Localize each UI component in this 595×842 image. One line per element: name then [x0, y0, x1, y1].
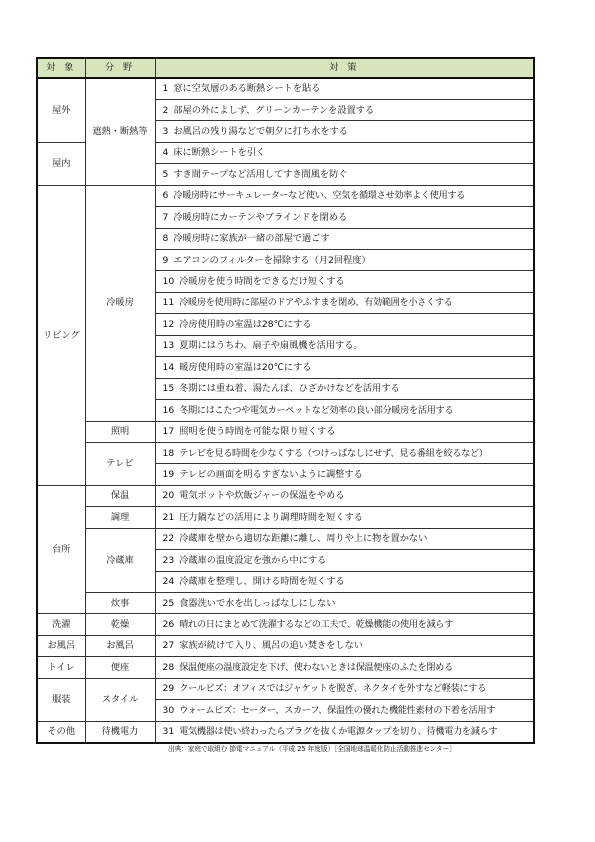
measure-cell: [155, 593, 534, 614]
measure-text: 電気ポットや炊飯ジャーの保温をやめる: [179, 490, 345, 502]
header-field: 分 野: [85, 58, 155, 78]
measure-cell: [155, 78, 534, 99]
measure-cell: [155, 507, 534, 528]
field-cell: 乾燥: [85, 614, 155, 635]
field-cell: お風呂: [85, 635, 155, 656]
measure-number: 20: [162, 490, 175, 502]
table-header-row: [37, 58, 534, 78]
measure-cell: [155, 378, 534, 399]
table-row: [37, 614, 534, 635]
measure-cell: [155, 250, 534, 271]
measure-text: テレビを見る時間を少なくする（つけっぱなしにせず、見る番組を絞るなど）: [179, 447, 488, 459]
table-row: [37, 185, 534, 206]
measure-text: 電気機器は使い終わったらプラグを抜くか電源タップを切り、待機電力を減らす: [179, 725, 498, 737]
field-cell: 遮熱・断熱等: [85, 78, 155, 185]
measure-cell: [155, 185, 534, 206]
measure-number: 11: [162, 297, 175, 309]
measure-number: 3: [162, 125, 169, 137]
target-cell: トイレ: [37, 657, 85, 678]
measure-cell: [155, 271, 534, 292]
table-row: [37, 721, 534, 742]
measure-number: 30: [162, 704, 175, 716]
header-target: 対 象: [37, 58, 85, 78]
measure-text: 冷房使用時の室温は28℃にする: [179, 318, 312, 330]
table-row: [37, 678, 534, 699]
measure-text: 暖房使用時の室温は20℃にする: [179, 361, 312, 373]
measure-cell: [155, 99, 534, 120]
measure-number: 21: [162, 511, 175, 523]
measure-text: 部屋の外によしず、グリーンカーテンを設置する: [173, 104, 375, 116]
measure-cell: [155, 357, 534, 378]
table-row: [37, 442, 534, 463]
target-cell: お風呂: [37, 635, 85, 656]
measure-cell: [155, 485, 534, 506]
measure-number: 14: [162, 361, 175, 373]
measure-cell: [155, 464, 534, 485]
field-cell: 調理: [85, 507, 155, 528]
measure-number: 2: [162, 104, 169, 116]
measure-number: 27: [162, 640, 175, 652]
measure-number: 7: [162, 211, 169, 223]
field-cell: 照明: [85, 421, 155, 442]
measure-cell: [155, 292, 534, 313]
header-measure: 対 策: [155, 58, 534, 78]
measure-cell: [155, 421, 534, 442]
table-row: [37, 657, 534, 678]
measure-cell: [155, 228, 534, 249]
measure-text: 冷暖房を使う時間をできるだけ短くする: [179, 276, 345, 288]
measure-cell: [155, 721, 534, 742]
field-cell: 便座: [85, 657, 155, 678]
table-row: [37, 507, 534, 528]
measure-cell: [155, 528, 534, 549]
measure-number: 31: [162, 725, 175, 737]
measure-cell: [155, 442, 534, 463]
measure-text: 冷蔵庫を壁から適切な距離に離し、周りや上に物を置かない: [179, 533, 428, 545]
field-cell: 待機電力: [85, 721, 155, 742]
measure-cell: [155, 657, 534, 678]
measure-number: 22: [162, 533, 175, 545]
measure-cell: [155, 678, 534, 699]
measure-number: 29: [162, 683, 175, 695]
field-cell: テレビ: [85, 442, 155, 485]
measure-number: 23: [162, 554, 175, 566]
measure-number: 10: [162, 276, 175, 288]
table-row: [37, 421, 534, 442]
target-cell: 服装: [37, 678, 85, 721]
measure-cell: [155, 142, 534, 163]
measure-text: 圧力鍋などの活用により調理時間を短くする: [179, 511, 363, 523]
measure-cell: [155, 400, 534, 421]
measure-text: 冷蔵庫を整理し、開ける時間を短くする: [179, 576, 345, 588]
target-cell: その他: [37, 721, 85, 742]
measure-number: 5: [162, 168, 169, 180]
field-cell: 保温: [85, 485, 155, 506]
field-cell: 炊事: [85, 593, 155, 614]
field-cell: 冷暖房: [85, 185, 155, 421]
measure-text: 冷暖房時にカーテンやブラインドを閉める: [173, 211, 348, 223]
measure-number: 1: [162, 83, 169, 95]
measure-number: 15: [162, 383, 175, 395]
measure-number: 17: [162, 426, 175, 438]
measure-number: 13: [162, 340, 175, 352]
measure-text: 冷暖房時にサーキュレーターなど使い、空気を循環させ効率よく使用する: [173, 190, 465, 202]
measure-number: 18: [162, 447, 175, 459]
measure-cell: [155, 614, 534, 635]
measure-number: 6: [162, 190, 169, 202]
source-note: 出典：家庭で取組む 節電マニュアル（平成 25 年度版）［全国地球温暖化防止活動推進センター］: [168, 745, 456, 753]
measure-cell: [155, 314, 534, 335]
measure-text: テレビの画面を明るすぎないように調整する: [179, 468, 363, 480]
measure-text: 冬期にはこたつや電気カーペットなど効率の良い部分暖房を活用する: [179, 404, 454, 416]
measure-number: 8: [162, 233, 169, 245]
measure-text: 食器洗いで水を出しっぱなしにしない: [179, 597, 336, 609]
table-row: [37, 485, 534, 506]
measure-text: 冬期には重ね着、湯たんぽ、ひざかけなどを活用する: [179, 383, 400, 395]
measure-text: 冷暖房時に家族が一緒の部屋で過ごす: [173, 233, 330, 245]
target-cell: 台所: [37, 485, 85, 614]
measure-cell: [155, 700, 534, 721]
measure-number: 26: [162, 619, 175, 631]
measure-text: エアコンのフィルターを掃除する（月2回程度）: [173, 254, 371, 266]
measure-number: 28: [162, 661, 175, 673]
measure-number: 25: [162, 597, 175, 609]
table-row: [37, 635, 534, 656]
measure-cell: [155, 164, 534, 185]
measure-number: 12: [162, 318, 175, 330]
measure-text: ウォームビズ：セーター、スカーフ、保温性の優れた機能性素材の下着を活用す: [179, 704, 496, 716]
measure-text: クールビズ：オフィスではジャケットを脱ぎ、ネクタイを外すなど軽装にする: [179, 683, 486, 695]
measure-number: 9: [162, 254, 169, 266]
measure-text: 照明を使う時間を可能な限り短くする: [179, 426, 336, 438]
measure-text: すき間テープなど活用してすき間風を防ぐ: [173, 168, 348, 180]
target-cell: 屋外: [37, 78, 85, 142]
target-cell: リビング: [37, 185, 85, 485]
measure-cell: [155, 121, 534, 142]
target-cell: 屋内: [37, 142, 85, 185]
measure-text: 床に断熱シートを引く: [173, 147, 266, 159]
table-row: [37, 528, 534, 549]
measure-number: 4: [162, 147, 169, 159]
measure-text: 家族が続けて入り、風呂の追い焚きをしない: [179, 640, 363, 652]
table-row: [37, 78, 534, 99]
measure-text: 冷蔵庫の温度設定を強から中にする: [179, 554, 327, 566]
measure-cell: [155, 207, 534, 228]
energy-saving-measures-table: [36, 57, 535, 744]
measure-text: 保温便座の温度設定を下げ、使わないときは保温便座のふたを閉める: [179, 661, 453, 673]
measure-text: 夏期にはうちわ、扇子や扇風機を活用する。: [179, 340, 363, 352]
field-cell: 冷蔵庫: [85, 528, 155, 592]
measure-cell: [155, 335, 534, 356]
measure-cell: [155, 571, 534, 592]
measure-number: 16: [162, 404, 175, 416]
measure-number: 24: [162, 576, 175, 588]
measure-text: 窓に空気層のある断熱シートを貼る: [173, 83, 321, 95]
measure-cell: [155, 635, 534, 656]
target-cell: 洗濯: [37, 614, 85, 635]
measure-text: 冷暖房を使用時に部屋のドアやふすまを閉め、有効範囲を小さくする: [179, 297, 453, 309]
field-cell: スタイル: [85, 678, 155, 721]
table-row: [37, 593, 534, 614]
measure-text: お風呂の残り湯などで朝夕に打ち水をする: [173, 125, 348, 137]
measure-cell: [155, 550, 534, 571]
measure-text: 晴れの日にまとめて洗濯するなどの工夫で、乾燥機能の使用を減らす: [179, 619, 453, 631]
measure-number: 19: [162, 468, 175, 480]
